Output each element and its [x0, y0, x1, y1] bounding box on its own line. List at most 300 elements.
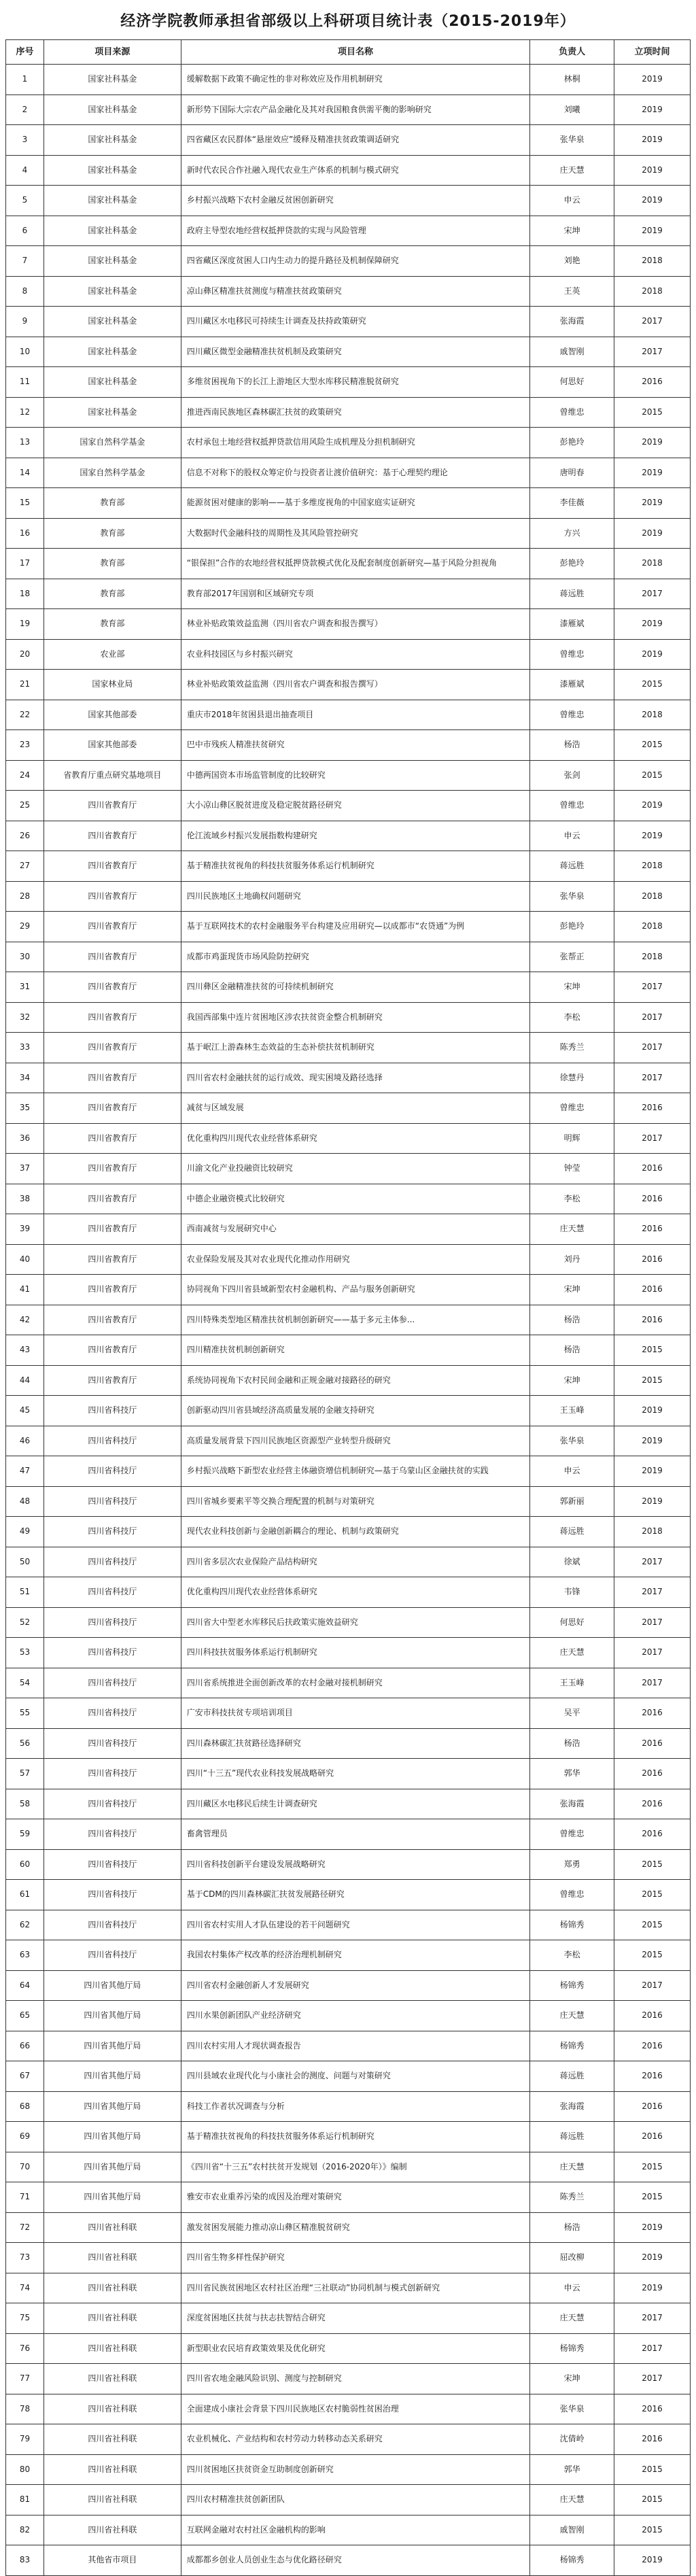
row-name: 四川农村实用人才现状调查报告 — [181, 2031, 530, 2062]
row-source: 四川省教育厅 — [44, 1093, 181, 1124]
row-no: 48 — [6, 1487, 44, 1517]
row-source: 四川省教育厅 — [44, 1245, 181, 1275]
row-leader: 漆雁斌 — [530, 670, 614, 700]
row-no: 42 — [6, 1305, 44, 1336]
row-no: 7 — [6, 246, 44, 277]
row-year: 2019 — [614, 1426, 691, 1457]
row-name: 四川省系统推进全面创新改革的农村金融对接机制研究 — [181, 1668, 530, 1699]
table-row — [6, 972, 691, 1003]
row-leader: 唐明春 — [530, 458, 614, 489]
table-row — [6, 519, 691, 549]
table-row — [6, 791, 691, 821]
row-year: 2016 — [614, 1214, 691, 1245]
row-leader: 郭新丽 — [530, 1487, 614, 1517]
row-leader: 杨浩 — [530, 1729, 614, 1759]
row-source: 四川省社科联 — [44, 2303, 181, 2334]
row-leader: 王玉峰 — [530, 1396, 614, 1426]
table-row — [6, 670, 691, 700]
row-no: 73 — [6, 2243, 44, 2273]
row-year: 2017 — [614, 307, 691, 337]
row-name: 基于CDM的四川森林碳汇扶贫发展路径研究 — [181, 1880, 530, 1910]
row-year: 2019 — [614, 2213, 691, 2244]
row-name: 四川省农村实用人才队伍建设的若干问题研究 — [181, 1910, 530, 1941]
row-leader: 明辉 — [530, 1124, 614, 1154]
row-name: 我国农村集体产权改革的经济治理机制研究 — [181, 1940, 530, 1971]
row-no: 77 — [6, 2364, 44, 2394]
header-no: 序号 — [6, 40, 44, 65]
row-source: 教育部 — [44, 609, 181, 640]
project-table — [5, 39, 691, 2576]
table-row — [6, 2182, 691, 2213]
row-year: 2019 — [614, 2273, 691, 2304]
row-source: 四川省教育厅 — [44, 972, 181, 1003]
row-name: 伦江流域乡村振兴发展指数构建研究 — [181, 821, 530, 852]
row-source: 四川省教育厅 — [44, 1154, 181, 1184]
table-row — [6, 2273, 691, 2304]
row-source: 四川省科技厅 — [44, 1789, 181, 1820]
table-row — [6, 1184, 691, 1215]
row-no: 11 — [6, 367, 44, 398]
row-no: 72 — [6, 2213, 44, 2244]
row-source: 教育部 — [44, 549, 181, 579]
row-name: 新形势下国际大宗农产品金融化及其对我国粮食供需平衡的影响研究 — [181, 95, 530, 126]
row-leader: 申云 — [530, 821, 614, 852]
table-row — [6, 609, 691, 640]
row-year: 2017 — [614, 337, 691, 368]
row-year: 2016 — [614, 1154, 691, 1184]
row-source: 教育部 — [44, 519, 181, 549]
row-year: 2015 — [614, 2152, 691, 2183]
row-leader: 杨锦秀 — [530, 1971, 614, 2002]
row-no: 75 — [6, 2303, 44, 2334]
row-leader: 蒋远胜 — [530, 2061, 614, 2092]
row-leader: 庄天慧 — [530, 2001, 614, 2031]
row-year: 2015 — [614, 1366, 691, 1396]
row-no: 37 — [6, 1154, 44, 1184]
row-no: 27 — [6, 851, 44, 882]
row-no: 6 — [6, 216, 44, 247]
row-year: 2018 — [614, 912, 691, 942]
table-row — [6, 488, 691, 519]
row-no: 56 — [6, 1729, 44, 1759]
table-row — [6, 1396, 691, 1426]
row-year: 2015 — [614, 1910, 691, 1941]
row-year: 2019 — [614, 186, 691, 216]
row-leader: 宋坤 — [530, 2364, 614, 2394]
table-row — [6, 1729, 691, 1759]
row-name: 四川县域农业现代化与小康社会的测度、问题与对策研究 — [181, 2061, 530, 2092]
table-row — [6, 2455, 691, 2486]
row-name: 四川科技扶贫服务体系运行机制研究 — [181, 1638, 530, 1668]
row-source: 四川省科技厅 — [44, 1517, 181, 1547]
row-no: 12 — [6, 398, 44, 428]
row-name: 四川农村精准扶贫创新团队 — [181, 2485, 530, 2515]
row-no: 49 — [6, 1517, 44, 1547]
row-year: 2016 — [614, 1759, 691, 1789]
row-source: 四川省其他厅局 — [44, 2092, 181, 2123]
row-leader: 蒋远胜 — [530, 2122, 614, 2152]
header-leader: 负责人 — [530, 40, 614, 65]
row-no: 74 — [6, 2273, 44, 2304]
row-source: 四川省科技厅 — [44, 1668, 181, 1699]
row-name: 西南减贫与发展研究中心 — [181, 1214, 530, 1245]
row-name: 新时代农民合作社融入现代农业生产体系的机制与模式研究 — [181, 156, 530, 186]
row-leader: 蒋远胜 — [530, 1517, 614, 1547]
table-row — [6, 1971, 691, 2002]
row-year: 2015 — [614, 1335, 691, 1366]
table-row — [6, 640, 691, 670]
row-name: 教育部2017年国别和区域研究专项 — [181, 579, 530, 610]
row-name: 四川省大中型老水库移民后扶政策实施效益研究 — [181, 1608, 530, 1638]
row-no: 17 — [6, 549, 44, 579]
row-year: 2016 — [614, 2424, 691, 2455]
row-name: 新型职业农民培育政策效果及优化研究 — [181, 2334, 530, 2365]
row-no: 50 — [6, 1547, 44, 1578]
row-leader: 漆雁斌 — [530, 609, 614, 640]
header-name: 项目名称 — [181, 40, 530, 65]
row-name: 重庆市2018年贫困县退出抽查项目 — [181, 700, 530, 731]
row-leader: 张帮正 — [530, 942, 614, 973]
row-no: 63 — [6, 1940, 44, 1971]
row-source: 四川省科技厅 — [44, 1729, 181, 1759]
row-no: 81 — [6, 2485, 44, 2515]
row-source: 国家社科基金 — [44, 246, 181, 277]
row-name: 信息不对称下的股权众筹定价与投资者让渡价值研究：基于心理契约理论 — [181, 458, 530, 489]
row-name: 雅安市农业重养污染的成因及治理对策研究 — [181, 2182, 530, 2213]
row-name: 乡村振兴战略下新型农业经营主体融资增信机制研究—基于乌蒙山区金融扶贫的实践 — [181, 1456, 530, 1487]
row-source: 四川省社科联 — [44, 2485, 181, 2515]
table-row — [6, 1850, 691, 1881]
table-row — [6, 2092, 691, 2123]
table-row — [6, 1063, 691, 1094]
row-source: 国家自然科学基金 — [44, 458, 181, 489]
table-body — [6, 65, 691, 2576]
row-source: 国家社科基金 — [44, 186, 181, 216]
row-year: 2016 — [614, 1245, 691, 1275]
table-row — [6, 1547, 691, 1578]
row-year: 2017 — [614, 1003, 691, 1033]
row-source: 四川省科技厅 — [44, 1396, 181, 1426]
row-name: 我国西部集中连片贫困地区涉农扶贫资金整合机制研究 — [181, 1003, 530, 1033]
row-no: 65 — [6, 2001, 44, 2031]
row-no: 44 — [6, 1366, 44, 1396]
row-name: 四川“十三五”现代农业科技发展战略研究 — [181, 1759, 530, 1789]
row-no: 1 — [6, 65, 44, 95]
row-year: 2016 — [614, 1729, 691, 1759]
row-year: 2017 — [614, 1638, 691, 1668]
row-source: 四川省教育厅 — [44, 1214, 181, 1245]
row-year: 2018 — [614, 700, 691, 731]
row-year: 2016 — [614, 2061, 691, 2092]
row-name: 互联网金融对农村社区金融机构的影响 — [181, 2515, 530, 2546]
row-source: 四川省教育厅 — [44, 1184, 181, 1215]
row-year: 2015 — [614, 670, 691, 700]
row-no: 67 — [6, 2061, 44, 2092]
row-leader: 杨浩 — [530, 2213, 614, 2244]
table-row — [6, 700, 691, 731]
table-row — [6, 2031, 691, 2062]
table-row — [6, 186, 691, 216]
table-row — [6, 761, 691, 791]
table-row — [6, 2122, 691, 2152]
table-row — [6, 216, 691, 247]
row-source: 国家自然科学基金 — [44, 428, 181, 458]
row-leader: 戚智刚 — [530, 2515, 614, 2546]
row-leader: 郑勇 — [530, 1850, 614, 1881]
row-name: 基于精准扶贫视角的科技扶贫服务体系运行机制研究 — [181, 2122, 530, 2152]
table-row — [6, 2061, 691, 2092]
row-name: 政府主导型农地经营权抵押贷款的实现与风险管理 — [181, 216, 530, 247]
table-row — [6, 307, 691, 337]
row-leader: 庄天慧 — [530, 2152, 614, 2183]
table-row — [6, 2213, 691, 2244]
row-year: 2019 — [614, 1396, 691, 1426]
row-name: 四川省生物多样性保护研究 — [181, 2243, 530, 2273]
table-row — [6, 277, 691, 307]
row-year: 2017 — [614, 2364, 691, 2394]
row-no: 46 — [6, 1426, 44, 1457]
row-name: 四川藏区水电移民可持续生计调查及扶持政策研究 — [181, 307, 530, 337]
row-year: 2019 — [614, 2243, 691, 2273]
row-source: 四川省科技厅 — [44, 1638, 181, 1668]
table-row — [6, 912, 691, 942]
page-title: 经济学院教师承担省部级以上科研项目统计表（2015-2019年） — [120, 12, 576, 30]
table-row — [6, 1305, 691, 1336]
row-leader: 方兴 — [530, 519, 614, 549]
row-name: 四川省农村金融创新人才发展研究 — [181, 1971, 530, 2002]
row-year: 2019 — [614, 95, 691, 126]
row-leader: 张华泉 — [530, 1426, 614, 1457]
header-year: 立项时间 — [614, 40, 691, 65]
row-year: 2018 — [614, 277, 691, 307]
row-name: 多维贫困视角下的长江上游地区大型水库移民精准脱贫研究 — [181, 367, 530, 398]
row-year: 2019 — [614, 2545, 691, 2576]
row-name: 林业补贴政策效益监测（四川省农户调查和报告撰写） — [181, 609, 530, 640]
row-no: 30 — [6, 942, 44, 973]
row-source: 国家社科基金 — [44, 156, 181, 186]
row-leader: 王玉峰 — [530, 1668, 614, 1699]
row-name: 能源贫困对健康的影响——基于多维度视角的中国家庭实证研究 — [181, 488, 530, 519]
table-row — [6, 1124, 691, 1154]
row-source: 四川省教育厅 — [44, 1305, 181, 1336]
row-no: 3 — [6, 125, 44, 156]
row-name: 四川贫困地区扶贫资金互助制度创新研究 — [181, 2455, 530, 2486]
row-leader: 张海霞 — [530, 2092, 614, 2123]
row-leader: 张华泉 — [530, 125, 614, 156]
row-year: 2015 — [614, 2455, 691, 2486]
row-year: 2015 — [614, 2182, 691, 2213]
table-row — [6, 1819, 691, 1850]
row-leader: 蒋远胜 — [530, 579, 614, 610]
table-row — [6, 1910, 691, 1941]
row-year: 2016 — [614, 2031, 691, 2062]
row-no: 47 — [6, 1456, 44, 1487]
row-source: 四川省教育厅 — [44, 1275, 181, 1305]
table-row — [6, 1940, 691, 1971]
row-year: 2019 — [614, 791, 691, 821]
row-year: 2016 — [614, 1305, 691, 1336]
table-row — [6, 156, 691, 186]
table-row — [6, 398, 691, 428]
table-row — [6, 1366, 691, 1396]
row-year: 2017 — [614, 2303, 691, 2334]
row-year: 2019 — [614, 609, 691, 640]
table-row — [6, 2394, 691, 2425]
row-year: 2015 — [614, 1940, 691, 1971]
row-source: 四川省科技厅 — [44, 1608, 181, 1638]
row-source: 四川省社科联 — [44, 2424, 181, 2455]
row-no: 69 — [6, 2122, 44, 2152]
row-no: 31 — [6, 972, 44, 1003]
row-source: 四川省其他厅局 — [44, 2122, 181, 2152]
row-year: 2017 — [614, 579, 691, 610]
row-name: 大数据时代金融科技的周期性及其风险管控研究 — [181, 519, 530, 549]
row-name: 川渝文化产业投融资比较研究 — [181, 1154, 530, 1184]
row-name: 乡村振兴战略下农村金融反贫困创新研究 — [181, 186, 530, 216]
row-name: 农业保险发展及其对农业现代化推动作用研究 — [181, 1245, 530, 1275]
row-name: 农业机械化、产业结构和农村劳动力转移动态关系研究 — [181, 2424, 530, 2455]
row-name: 四川民族地区土地确权问题研究 — [181, 882, 530, 912]
row-no: 45 — [6, 1396, 44, 1426]
table-row — [6, 549, 691, 579]
row-no: 5 — [6, 186, 44, 216]
row-name: 减贫与区域发展 — [181, 1093, 530, 1124]
row-no: 16 — [6, 519, 44, 549]
row-no: 76 — [6, 2334, 44, 2365]
row-leader: 刘丹 — [530, 1245, 614, 1275]
row-source: 四川省科技厅 — [44, 1880, 181, 1910]
row-no: 15 — [6, 488, 44, 519]
row-year: 2019 — [614, 821, 691, 852]
row-no: 34 — [6, 1063, 44, 1094]
table-row — [6, 367, 691, 398]
row-no: 61 — [6, 1880, 44, 1910]
row-source: 四川省科技厅 — [44, 1819, 181, 1850]
row-name: 畜禽管理员 — [181, 1819, 530, 1850]
row-source: 四川省社科联 — [44, 2334, 181, 2365]
row-leader: 王英 — [530, 277, 614, 307]
row-name: 基于互联网技术的农村金融服务平台构建及应用研究—以成都市“农贷通”为例 — [181, 912, 530, 942]
row-no: 20 — [6, 640, 44, 670]
row-year: 2015 — [614, 2515, 691, 2546]
row-leader: 杨锦秀 — [530, 2334, 614, 2365]
row-no: 54 — [6, 1668, 44, 1699]
row-no: 4 — [6, 156, 44, 186]
table-row — [6, 821, 691, 852]
table-row — [6, 2545, 691, 2576]
row-source: 四川省社科联 — [44, 2515, 181, 2546]
row-source: 四川省其他厅局 — [44, 2061, 181, 2092]
row-no: 25 — [6, 791, 44, 821]
row-year: 2017 — [614, 1124, 691, 1154]
row-year: 2019 — [614, 1456, 691, 1487]
row-no: 33 — [6, 1033, 44, 1063]
row-name: 广安市科技扶贫专项培训项目 — [181, 1698, 530, 1729]
row-year: 2018 — [614, 549, 691, 579]
row-source: 四川省科技厅 — [44, 1910, 181, 1941]
row-source: 四川省社科联 — [44, 2243, 181, 2273]
row-name: 四川省农村金融扶贫的运行成效、现实困境及路径选择 — [181, 1063, 530, 1094]
table-row — [6, 1426, 691, 1457]
row-source: 四川省社科联 — [44, 2273, 181, 2304]
row-source: 国家社科基金 — [44, 307, 181, 337]
table-row — [6, 1214, 691, 1245]
row-year: 2016 — [614, 1698, 691, 1729]
table-row — [6, 1093, 691, 1124]
row-name: 缓解数据下政策不确定性的非对称效应及作用机制研究 — [181, 65, 530, 95]
row-source: 四川省科技厅 — [44, 1759, 181, 1789]
row-source: 四川省科技厅 — [44, 1456, 181, 1487]
table-row — [6, 882, 691, 912]
row-source: 四川省教育厅 — [44, 1124, 181, 1154]
row-source: 四川省科技厅 — [44, 1547, 181, 1578]
table-row — [6, 2515, 691, 2546]
table-row — [6, 125, 691, 156]
row-leader: 钟莹 — [530, 1154, 614, 1184]
row-source: 国家其他部委 — [44, 700, 181, 731]
row-year: 2016 — [614, 2122, 691, 2152]
row-year: 2016 — [614, 1819, 691, 1850]
table-row — [6, 1335, 691, 1366]
row-leader: 杨锦秀 — [530, 2545, 614, 2576]
row-year: 2019 — [614, 156, 691, 186]
row-year: 2019 — [614, 428, 691, 458]
row-source: 国家社科基金 — [44, 337, 181, 368]
table-row — [6, 458, 691, 489]
table-row — [6, 2424, 691, 2455]
row-leader: 庄天慧 — [530, 1638, 614, 1668]
row-leader: 杨锦秀 — [530, 1910, 614, 1941]
table-row — [6, 2485, 691, 2515]
row-source: 四川省其他厅局 — [44, 2152, 181, 2183]
row-year: 2019 — [614, 488, 691, 519]
row-leader: 刘艳 — [530, 246, 614, 277]
row-no: 2 — [6, 95, 44, 126]
row-name: 创新驱动四川省县域经济高质量发展的金融支持研究 — [181, 1396, 530, 1426]
row-year: 2015 — [614, 730, 691, 761]
table-row — [6, 579, 691, 610]
row-no: 40 — [6, 1245, 44, 1275]
row-no: 28 — [6, 882, 44, 912]
row-name: 全面建成小康社会背景下四川民族地区农村脆弱性贫困治理 — [181, 2394, 530, 2425]
row-leader: 彭艳玲 — [530, 428, 614, 458]
row-source: 四川省科技厅 — [44, 1698, 181, 1729]
table-row — [6, 1275, 691, 1305]
row-year: 2018 — [614, 1517, 691, 1547]
row-leader: 张华泉 — [530, 2394, 614, 2425]
row-leader: 庄天慧 — [530, 1214, 614, 1245]
row-leader: 李佳薇 — [530, 488, 614, 519]
row-no: 38 — [6, 1184, 44, 1215]
row-name: 四川省城乡要素平等交换合理配置的机制与对策研究 — [181, 1487, 530, 1517]
row-year: 2015 — [614, 2485, 691, 2515]
row-source: 农业部 — [44, 640, 181, 670]
row-source: 四川省其他厅局 — [44, 2001, 181, 2031]
row-leader: 张剑 — [530, 761, 614, 791]
row-leader: 曾维忠 — [530, 791, 614, 821]
row-leader: 陈秀兰 — [530, 2182, 614, 2213]
row-leader: 徐慧丹 — [530, 1063, 614, 1094]
row-leader: 彭艳玲 — [530, 549, 614, 579]
row-year: 2019 — [614, 65, 691, 95]
table-row — [6, 1033, 691, 1063]
row-leader: 杨锦秀 — [530, 2031, 614, 2062]
row-leader: 张海霞 — [530, 307, 614, 337]
row-no: 23 — [6, 730, 44, 761]
row-no: 80 — [6, 2455, 44, 2486]
row-leader: 宋坤 — [530, 1366, 614, 1396]
row-no: 57 — [6, 1759, 44, 1789]
